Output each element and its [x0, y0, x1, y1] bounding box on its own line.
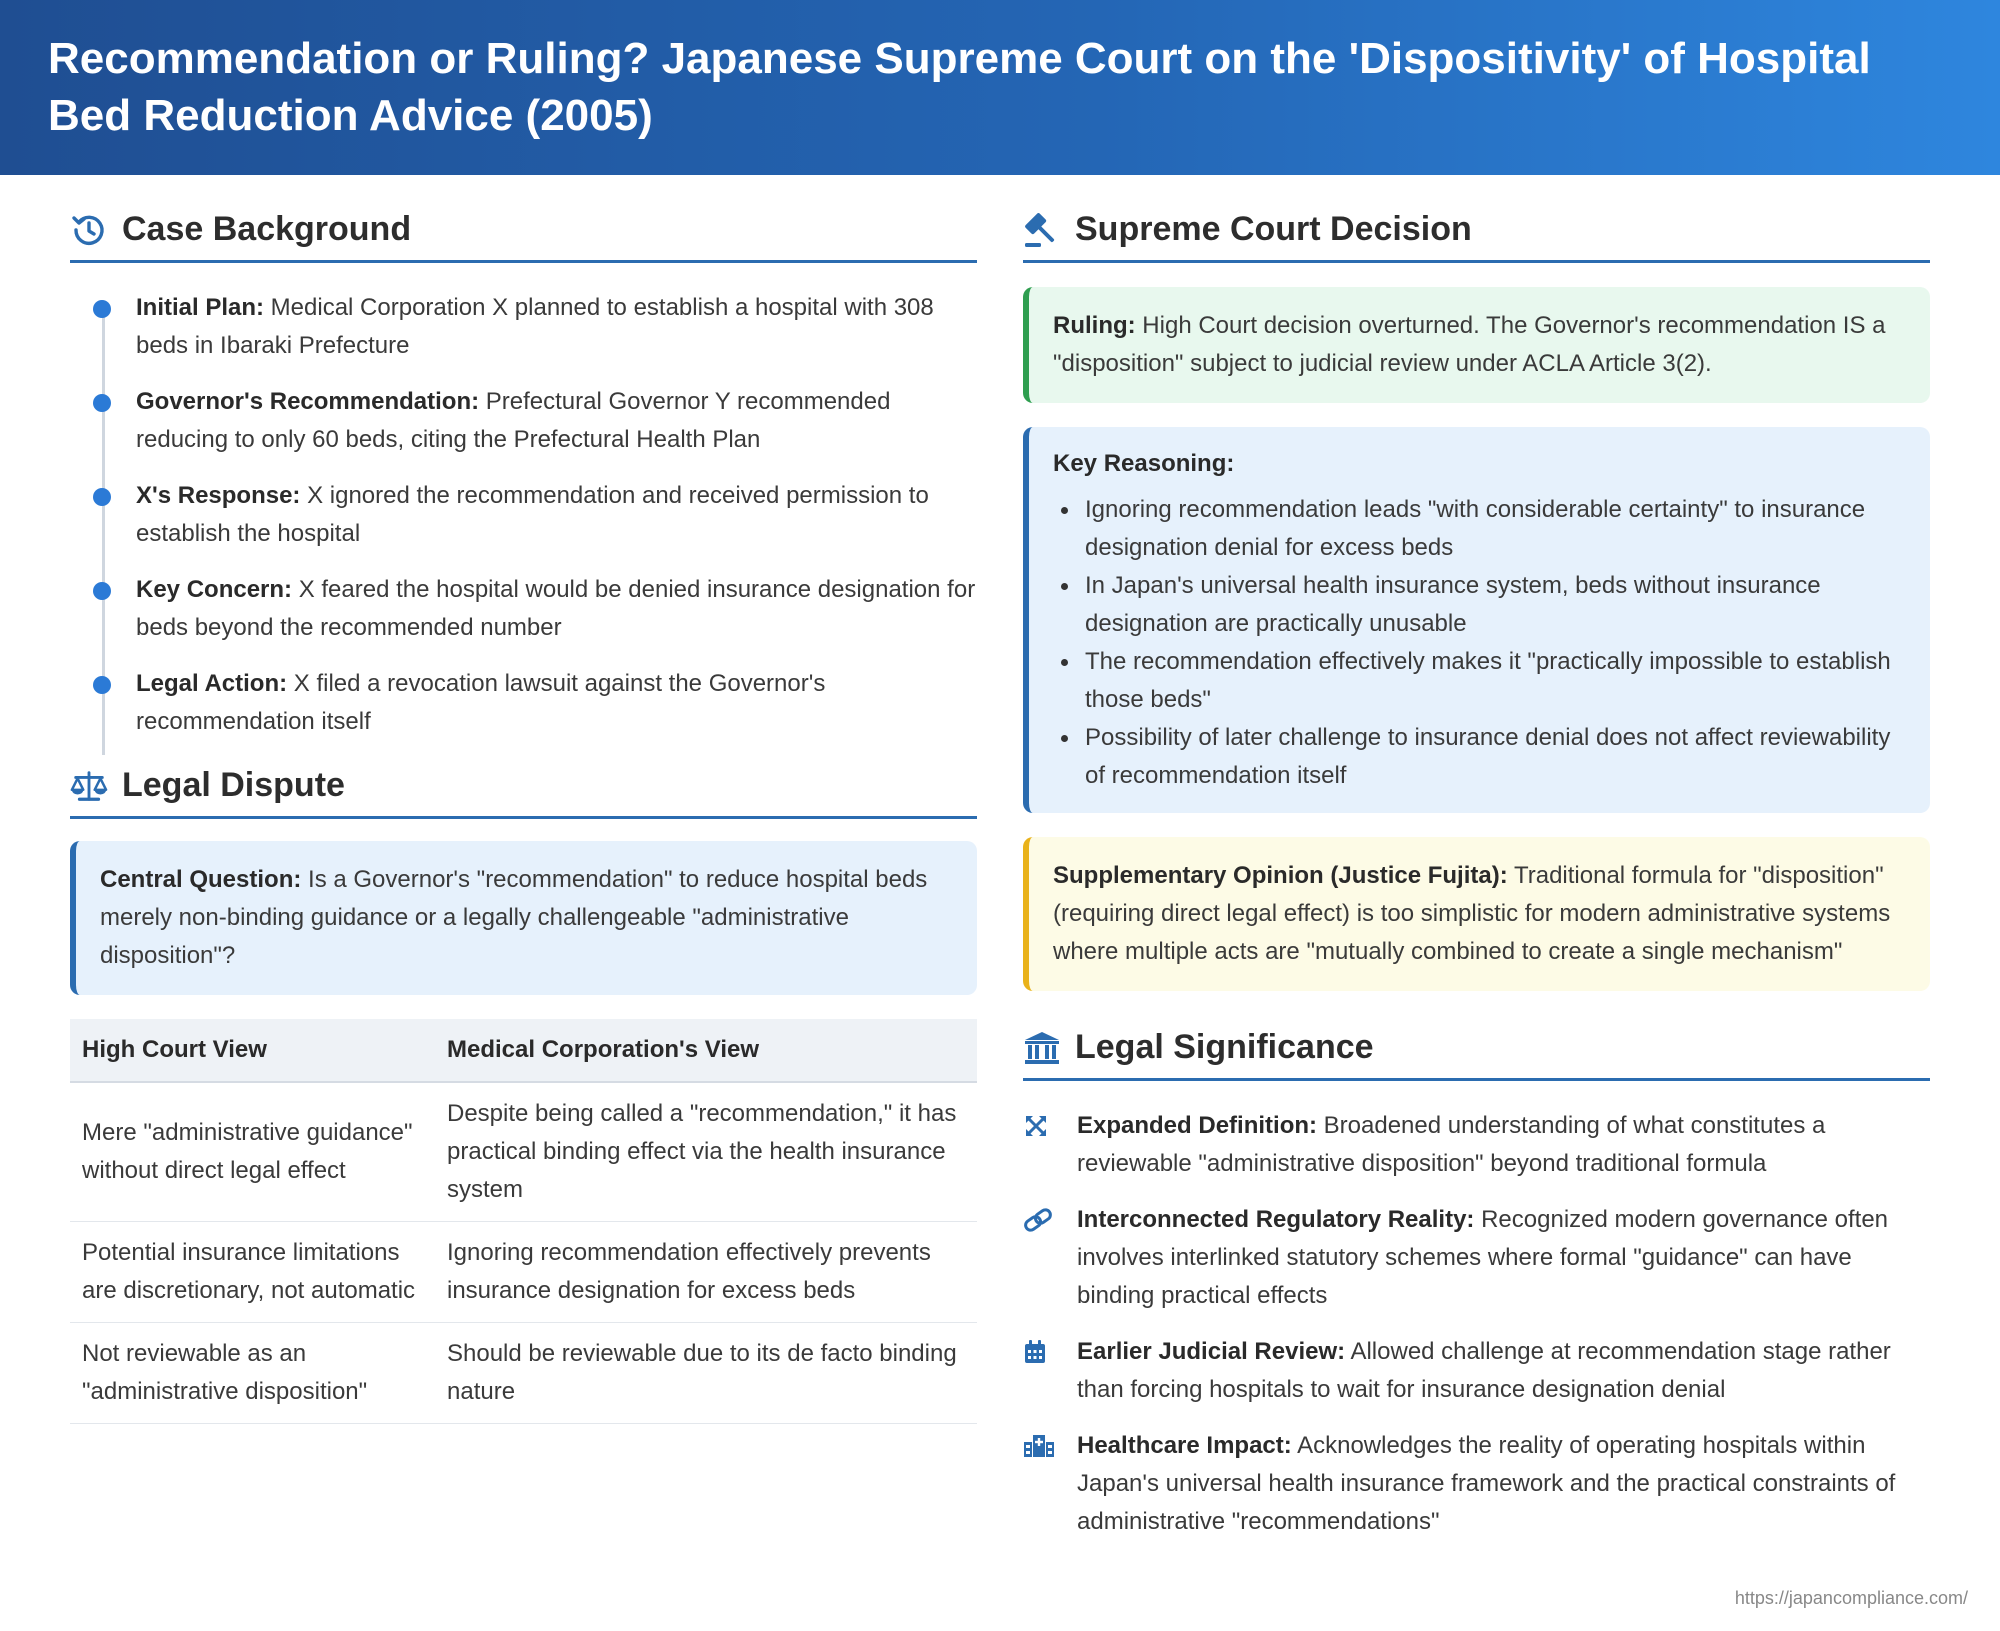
- timeline-label: X's Response:: [136, 482, 301, 509]
- significance-text: Broadened understanding of what constitutes a reviewable "administrative disposition" beyond traditional formula: [1077, 1112, 1826, 1177]
- timeline-dot: [93, 676, 111, 694]
- key-reasoning-title: Key Reasoning:: [1053, 450, 1235, 477]
- section-supreme-court-decision: [1023, 205, 1930, 263]
- timeline-text: Prefectural Governor Y recommended reducing to only 60 beds, citing the Prefectural Health Plan: [136, 388, 891, 453]
- timeline-dot: [93, 394, 111, 412]
- timeline-item: [136, 477, 977, 553]
- table-cell: Should be reviewable due to its de facto binding nature: [435, 1323, 977, 1424]
- key-reasoning-list: [1053, 491, 1906, 795]
- table-cell: Mere "administrative guidance" without direct legal effect: [70, 1082, 435, 1222]
- table-row: [70, 1323, 977, 1424]
- timeline-label: Initial Plan:: [136, 294, 265, 321]
- scale-icon: [70, 767, 108, 805]
- timeline-label: Legal Action:: [136, 670, 288, 697]
- section-title-background: Case Background: [122, 210, 412, 248]
- list-item: Ignoring recommendation leads "with considerable certainty" to insurance designation denial for excess beds: [1053, 491, 1906, 567]
- ruling-label: Ruling:: [1053, 312, 1136, 339]
- timeline-text: X ignored the recommendation and received permission to establish the hospital: [136, 482, 929, 547]
- supplementary-opinion-callout: [1023, 837, 1930, 991]
- section-case-background: [70, 205, 977, 263]
- table-header-row: [70, 1019, 977, 1082]
- section-title-significance: Legal Significance: [1075, 1028, 1374, 1066]
- list-item: [1023, 1201, 1930, 1315]
- central-question-callout: [70, 841, 977, 995]
- list-item: [1023, 1427, 1930, 1541]
- timeline-item: [136, 383, 977, 459]
- timeline-text: Medical Corporation X planned to establish a hospital with 308 beds in Ibaraki Prefecture: [136, 294, 934, 359]
- ruling-text: High Court decision overturned. The Governor's recommendation IS a "disposition" subject to judicial review under ACLA Article 3(2).: [1053, 312, 1886, 377]
- left-column: [70, 205, 977, 1424]
- timeline-dot: [93, 488, 111, 506]
- list-item: [1023, 1107, 1930, 1183]
- significance-text: Recognized modern governance often involves interlinked statutory schemes where formal "guidance" can have binding practical effects: [1077, 1206, 1889, 1309]
- table-cell: Potential insurance limitations are discretionary, not automatic: [70, 1222, 435, 1323]
- history-icon: [70, 211, 108, 249]
- table-row: [70, 1082, 977, 1222]
- timeline-item: [136, 571, 977, 647]
- table-cell: Despite being called a "recommendation," it has practical binding effect via the health insurance system: [435, 1082, 977, 1222]
- landmark-icon: [1023, 1029, 1061, 1067]
- timeline-dot: [93, 582, 111, 600]
- column-header-high-court: High Court View: [70, 1019, 435, 1082]
- section-title-dispute: Legal Dispute: [122, 766, 345, 804]
- timeline-dot: [93, 300, 111, 318]
- list-item: The recommendation effectively makes it "practically impossible to establish those beds": [1053, 643, 1906, 719]
- footer-url[interactable]: https://japancompliance.com/: [1734, 1588, 1968, 1608]
- expand-icon: [1023, 1107, 1077, 1183]
- table-cell: Not reviewable as an "administrative disposition": [70, 1323, 435, 1424]
- significance-label: Interconnected Regulatory Reality:: [1077, 1206, 1475, 1233]
- column-header-medical-corp: Medical Corporation's View: [435, 1019, 977, 1082]
- supplementary-opinion-label: Supplementary Opinion (Justice Fujita):: [1053, 862, 1508, 889]
- list-item: Possibility of later challenge to insurance denial does not affect reviewability of recommendation itself: [1053, 719, 1906, 795]
- timeline-item: [136, 665, 977, 741]
- right-column: [1023, 205, 1930, 1559]
- list-item: [1023, 1333, 1930, 1409]
- timeline-item: [136, 289, 977, 365]
- link-icon: [1023, 1201, 1077, 1315]
- list-item: In Japan's universal health insurance system, beds without insurance designation are practically unusable: [1053, 567, 1906, 643]
- significance-label: Healthcare Impact:: [1077, 1432, 1292, 1459]
- key-reasoning-callout: [1023, 427, 1930, 813]
- section-legal-significance: [1023, 1023, 1930, 1081]
- table-row: [70, 1222, 977, 1323]
- supplementary-opinion-text: Traditional formula for "disposition" (requiring direct legal effect) is too simplistic for modern administrative systems where multiple acts are "mutually combined to create a single mechanism": [1053, 862, 1891, 965]
- significance-list: [1023, 1107, 1930, 1541]
- significance-text: Acknowledges the reality of operating hospitals within Japan's universal health insurance framework and the practical constraints of administrative "recommendations": [1077, 1432, 1896, 1535]
- table-cell: Ignoring recommendation effectively prevents insurance designation for excess beds: [435, 1222, 977, 1323]
- significance-text: Allowed challenge at recommendation stage rather than forcing hospitals to wait for insurance designation denial: [1077, 1338, 1891, 1403]
- gavel-icon: [1023, 211, 1061, 249]
- background-timeline: [70, 289, 977, 741]
- significance-label: Earlier Judicial Review:: [1077, 1338, 1346, 1365]
- central-question-label: Central Question:: [100, 866, 302, 893]
- significance-label: Expanded Definition:: [1077, 1112, 1317, 1139]
- views-table: [70, 1019, 977, 1424]
- timeline-label: Key Concern:: [136, 576, 293, 603]
- hospital-icon: [1023, 1427, 1077, 1541]
- page-title: Recommendation or Ruling? Japanese Supreme Court on the 'Dispositivity' of Hospital Bed Reduction Advice (2005): [48, 34, 1871, 140]
- section-title-decision: Supreme Court Decision: [1075, 210, 1472, 248]
- timeline-text: X feared the hospital would be denied insurance designation for beds beyond the recommended number: [136, 576, 976, 641]
- section-legal-dispute: [70, 761, 977, 819]
- ruling-callout: [1023, 287, 1930, 403]
- timeline-text: X filed a revocation lawsuit against the Governor's recommendation itself: [136, 670, 826, 735]
- page-header: [0, 0, 2000, 175]
- central-question-text: Is a Governor's "recommendation" to reduce hospital beds merely non-binding guidance or a legally challengeable "administrative disposition"?: [100, 866, 928, 969]
- calendar-icon: [1023, 1333, 1077, 1409]
- timeline-label: Governor's Recommendation:: [136, 388, 480, 415]
